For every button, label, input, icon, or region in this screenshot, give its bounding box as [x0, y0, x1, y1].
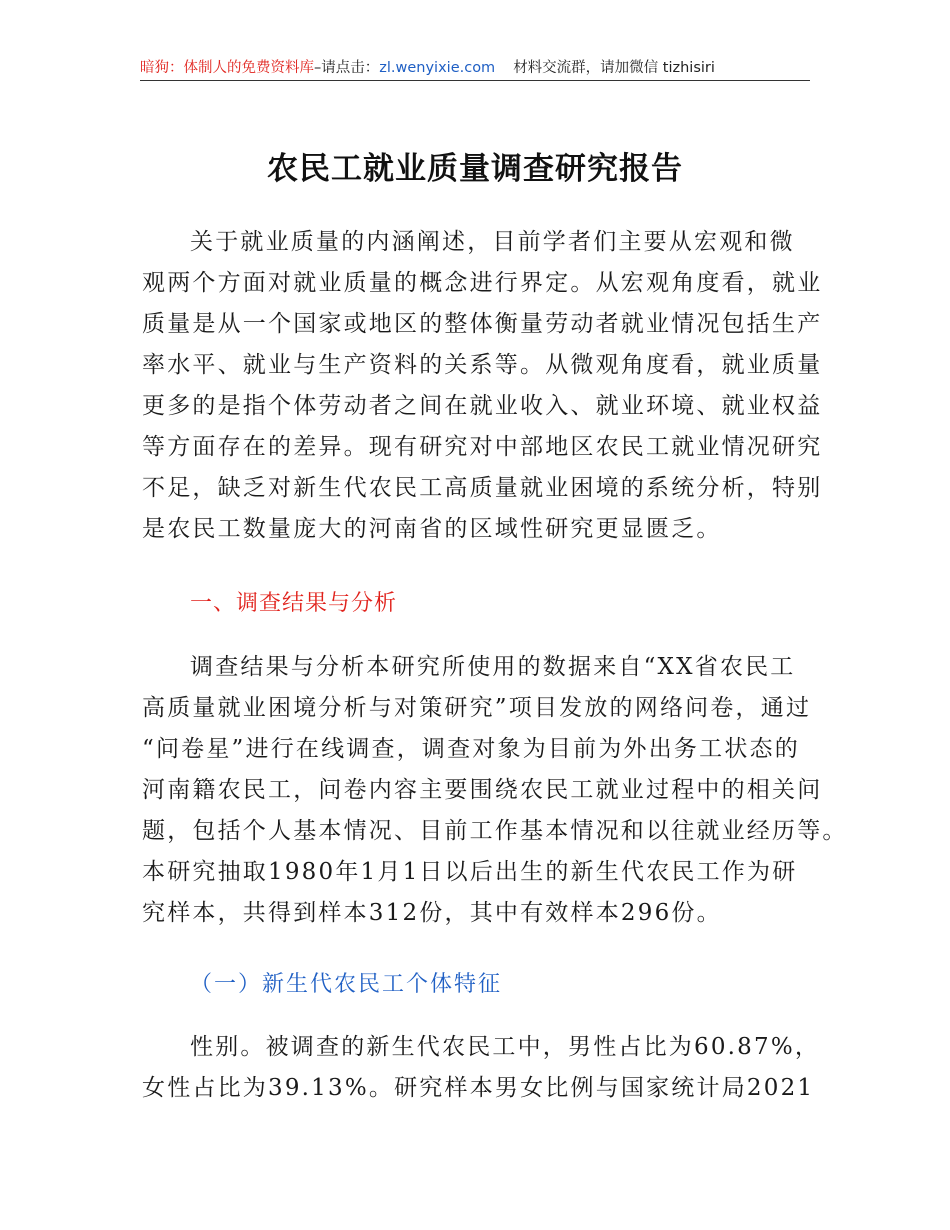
paragraph-line: 质量是从一个国家或地区的整体衡量劳动者就业情况包括生产	[142, 311, 823, 337]
paragraph-line: 题，包括个人基本情况、目前工作基本情况和以往就业经历等。	[142, 818, 848, 844]
header-contact: 材料交流群，请加微信 tizhisiri	[513, 60, 715, 76]
paragraph-line: “问卷星”进行在线调查，调查对象为目前为外出务工状态的	[142, 736, 800, 762]
paragraph-line: 关于就业质量的内涵阐述，目前学者们主要从宏观和微	[190, 229, 795, 255]
paragraph-line: 调查结果与分析本研究所使用的数据来自“XX省农民工	[190, 654, 796, 680]
header-brand: 暗狗：体制人的免费资料库	[140, 60, 314, 76]
header-url-link[interactable]: zl.wenyixie.com	[379, 60, 496, 76]
paragraph-line: 河南籍农民工，问卷内容主要围绕农民工就业过程中的相关问	[142, 777, 823, 803]
paragraph-line: 本研究抽取1980年1月1日以后出生的新生代农民工作为研	[142, 859, 798, 885]
paragraph-intro	[142, 222, 822, 550]
paragraph-line: 不足，缺乏对新生代农民工高质量就业困境的系统分析，特别	[142, 475, 823, 501]
subsection-heading: （一）新生代农民工个体特征	[190, 972, 503, 997]
header-prompt: –请点击：	[314, 60, 380, 76]
paragraph-line: 等方面存在的差异。现有研究对中部地区农民工就业情况研究	[142, 434, 823, 460]
paragraph-line: 是农民工数量庞大的河南省的区域性研究更显匮乏。	[142, 516, 722, 542]
paragraph-line: 究样本，共得到样本312份，其中有效样本296份。	[142, 900, 722, 926]
paragraph-line: 率水平、就业与生产资料的关系等。从微观角度看，就业质量	[142, 352, 823, 378]
paragraph-line: 高质量就业困境分析与对策研究”项目发放的网络问卷，通过	[142, 695, 812, 721]
header-divider	[140, 80, 810, 81]
paragraph-line: 更多的是指个体劳动者之间在就业收入、就业环境、就业权益	[142, 393, 823, 419]
paragraph-line: 性别。被调查的新生代农民工中，男性占比为60.87%，	[190, 1034, 821, 1060]
paragraph-line: 女性占比为39.13%。研究样本男女比例与国家统计局2021	[142, 1075, 815, 1101]
page-header	[140, 58, 810, 78]
paragraph-survey	[142, 647, 848, 934]
document-title: 农民工就业质量调查研究报告	[267, 151, 683, 187]
paragraph-line: 观两个方面对就业质量的概念进行界定。从宏观角度看，就业	[142, 270, 823, 296]
section-heading: 一、调查结果与分析	[190, 591, 398, 616]
paragraph-gender	[142, 1027, 822, 1109]
